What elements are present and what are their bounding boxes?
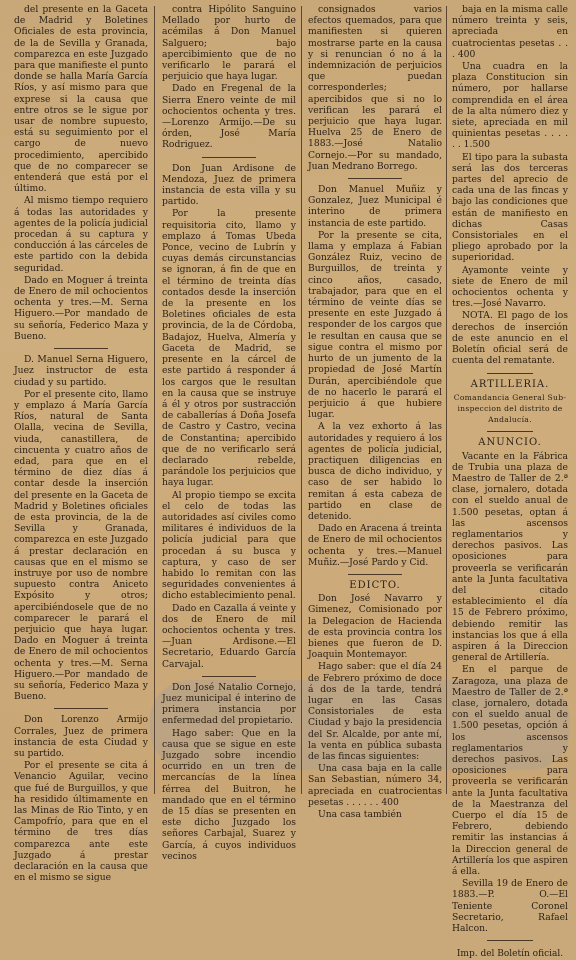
anuncio-heading: ANUNCIO.	[478, 437, 542, 449]
paragraph: Dado en Fregenal de la Sierra Enero veinte de mil ochocientos ochenta y tres.—Lorenzo Armijo.—De su órden, José María Rodriguez.	[162, 83, 296, 151]
paragraph: Vacante en la Fábrica de Trubia una plaza de Maestro de Taller de 2.ª clase, jornalero, dotada con el sueldo anual de 1.500 pesetas, optan á las ascensos reglamentarios y derechos pasivos. Las oposiciones para proveerla se verificarán ante la Junta facultativa del citado establecimiento el día 15 de Febrero próximo, debiendo remitir las instancias los que á ella aspiren á la Direccion general de Artillería.	[452, 450, 568, 664]
paragraph: consignados varios efectos quemados, para que manifiesten si quieren mostrarse parte en la causa y si renuncian ó no á la indemnización de perjuicios que puedan corresponderles; apercibidos que si no lo verifican les parará el perjuicio que haya lugar. Huelva 25 de Enero de 1883.—José Natalio Cornejo.—Por su mandado, Juan Medrano Borrego.	[308, 4, 442, 172]
paragraph: Una casa baja en la calle San Sebastian, número 34, apreciada en cuatrocientas pesetas . . . . . . 400	[308, 763, 442, 808]
paragraph: Sevilla 19 de Enero de 1883.—P. O.—El Teniente Coronel Secretario, Rafael Halcon.	[452, 878, 568, 935]
paragraph: Dado en Moguer á treinta de Enero de mil ochocientos ochenta y tres.—M. Serna Higuero.—Por mandado de su señoría, Federico Maza y Bueno.	[14, 274, 148, 342]
paragraph: Una casa también	[318, 809, 402, 821]
column-rule	[154, 6, 155, 794]
section-separator	[202, 157, 256, 158]
notice-heading: D. Manuel Serna Higuero, Juez instructor de esta ciudad y su partido.	[14, 354, 148, 388]
notice-heading: Don Juan Ardisone de Mendoza, Juez de primera instancia de esta villa y su partido.	[162, 162, 296, 208]
notice-heading: Don Manuel Muñiz y Gonzalez, Juez Municipal é interino de primera instancia de este partido.	[308, 184, 442, 229]
paragraph: Hago saber: que el día 24 de Febrero próximo de doce á dos de la tarde, tendrá lugar en las Casas Consistoriales de esta Ciudad y bajo la presidencia del Sr. Alcalde, por ante mí, la venta en pública subasta de las fincas siguientes:	[308, 661, 442, 762]
column-rule	[301, 6, 302, 794]
artilleria-heading: ARTILLERIA.	[470, 378, 550, 390]
column-rule	[446, 6, 447, 794]
imprint: Imp. del Boletín oficial.	[456, 949, 564, 960]
paragraph: A la vez exhorto á las autoridades y requiero á los agentes de policía judicial, practiquen diligencias en busca de dicho individuo, y caso de ser habido lo remitan á esta cabeza de partido en clase de detenido.	[308, 421, 442, 522]
edicto-heading: EDICTO.	[349, 579, 401, 591]
paragraph: del presente en la Gaceta de Madrid y Boletines Oficiales de esta provincia, de la de Sevilla y Granada, comparezca en este Juzgado para que manifieste el punto donde se halla María García Ríos, y así mismo para que exprese si la causa que entre otros se le sigue por usar de nombre supuesto, está su seguimiento por el cargo de nuevo procedimiento, apercibido que de no comparecer se entenderá que está por el último.	[14, 4, 148, 195]
paragraph: Una cuadra en la plaza Constitucion sin número, por hallarse comprendida en el área de la alta número diez y siete, apreciada en mil quinientas pesetas . . . . . . 1.500	[452, 61, 568, 151]
column-2	[162, 4, 296, 862]
section-separator	[348, 574, 402, 575]
paragraph: NOTA. El pago de los derechos de inserción de este anuncio en el Boletín oficial será de cuenta del rematante.	[452, 310, 568, 367]
paragraph: Por el presente se cita á Venancio Aguilar, vecino que fué de Burguillos, y que ha residido últimamente en las Minas de Rio Tinto, y en Campofrío, para que en el término de tres días comparezca ante este Juzgado á prestar declaración en la causa que en el mismo se sigue	[14, 760, 148, 884]
notice-heading: Don José Navarro y Gimenez, Comisionado por la Delegacion de Hacienda de esta provincia contra los bienes que fueron de D. Joaquin Montemayor.	[308, 593, 442, 661]
paragraph: Dado en Cazalla á veinte y dos de Enero de mil ochocientos ochenta y tres.—Juan Ardisone.—El Secretario, Eduardo García Carvajal.	[162, 602, 296, 670]
section-separator	[487, 373, 533, 374]
paragraph: Por la presente se cita, llama y emplaza á Fabian González Ruiz, vecino de Burguillos, de treinta y cinco años, casado, trabajador, para que en el término de veinte días se presente en este Juzgado á responder de los cargos que le resultan en causa que se sigue contra el mismo por hurto de un jumento de la propiedad de José Martín Durán, apercibiéndole que de no hacerlo le parará el perjuicio á que hubiere lugar.	[308, 229, 442, 421]
section-separator	[487, 940, 533, 941]
paragraph: En el parque de Zaragoza, una plaza de Maestro de Taller de 2.ª clase, jornalero, dotada con el sueldo anual de 1.500 pesetas, opción á los ascensos reglamentarios y derechos pasivos. Las oposiciones para proveerla se verificarán ante la Junta facultativa de la Maestranza del Cuerpo el día 15 de Febrero, debiendo remitir las instancias á la Direccion general de Artillería los que aspiren á ella.	[452, 664, 568, 878]
paragraph: Por la presente requisitoria cito, llamo y emplazo á Tomas Ubeda Ponce, vecino de Lubrín y cuyas demás circunstancias se ignoran, á fin de que en el término de treinta días contados desde la inserción de la presente en los Boletines oficiales de esta provincia, de la de Córdoba, Badajoz, Huelva, Almería y Gaceta de Madrid, se presente en la cárcel de este partido á responder á los cargos que le resultan en la causa que se instruye á él y otros por sustracción de caballerías á Doña Josefa de Castro y Castro, vecina de Constantina; apercibido que de no verificarlo será declarado rebelde, parándole los perjuicios que haya lugar.	[162, 208, 296, 489]
paragraph: baja en la misma calle número treinta y seis, apreciada en cuatrocientas pesetas . . . 400	[452, 4, 568, 60]
section-separator	[54, 708, 108, 709]
column-1	[14, 4, 148, 884]
artilleria-subheading: Comandancia General Sub-inspeccion del distrito de Andalucía.	[453, 392, 567, 425]
notice-heading: Don Lorenzo Armijo Corrales, Juez de primera instancia de esta Ciudad y su partido.	[14, 714, 148, 759]
section-separator	[348, 178, 402, 179]
section-separator	[202, 676, 256, 677]
notice-heading: Don José Natalio Cornejo, Juez municipal é interino de primera instancia por enfermedad del propietario.	[162, 681, 296, 727]
section-separator	[54, 348, 108, 349]
paragraph: Por el presente cito, llamo y emplazo á María García Ríos, natural de Santa Olalla, vecina de Sevilla, viuda, canastillera, de cincuenta y cuatro años de edad, para que en el término de diez días á contar desde la inserción del presente en la Gaceta de Madrid y Boletines oficiales de esta provincia, de la de Sevilla y Granada, comparezca en este Juzgado á prestar declaración en causas que en el mismo se instruye por uso de nombre supuesto contra Aniceto Expósito y otros; apercibiéndosele que de no comparecer le parará el perjuicio que haya lugar. Dado en Moguer á treinta de Enero de mil ochocientos ochenta y tres.—M. Serna Higuero.—Por mandado de su señoría, Federico Maza y Bueno.	[14, 388, 148, 703]
paragraph: Ayamonte veinte y siete de Enero de mil ochocientos ochenta y tres.—José Navarro.	[452, 264, 568, 310]
paragraph: Hago saber: Que en la causa que se sigue en este Juzgado sobre incendio ocurrido en un tren de mercancías de la línea férrea del Buitron, he mandado que en el término de 15 días se presenten en este dicho Juzgado los señores Carbajal, Suarez y García, á cuyos individuos vecinos	[162, 727, 296, 862]
paragraph: Al mismo tiempo requiero á todas las autoridades y agentes de la policía judicial procedan á su captura y conducción á las cárceles de este partido con la debida seguridad.	[14, 195, 148, 274]
paragraph: contra Hipólito Sanguino Mellado por hurto de acémilas á Don Manuel Salguero; bajo apercibimiento que de no verificarlo le parará el perjuicio que haya lugar.	[162, 4, 296, 83]
column-3	[308, 4, 442, 821]
column-4	[452, 4, 568, 960]
paragraph: Dado en Aracena á treinta de Enero de mil ochocientos ochenta y tres.—Manuel Muñiz.—José Pardo y Cid.	[308, 523, 442, 568]
paragraph: Al propio tiempo se excita el celo de todas las autoridades así civiles como militares é individuos de la policía judicial para que procedan á su busca y captura, y caso de ser habido lo remitan con las seguridades convenientes á dicho establecimiento penal.	[162, 489, 296, 602]
section-separator	[487, 431, 533, 432]
paragraph: El tipo para la subasta será las dos terceras partes del aprecio de cada una de las fincas y bajo las condiciones que están de manifiesto en dichas Casas Consistoriales en el pliego aprobado por la superioridad.	[452, 151, 568, 264]
